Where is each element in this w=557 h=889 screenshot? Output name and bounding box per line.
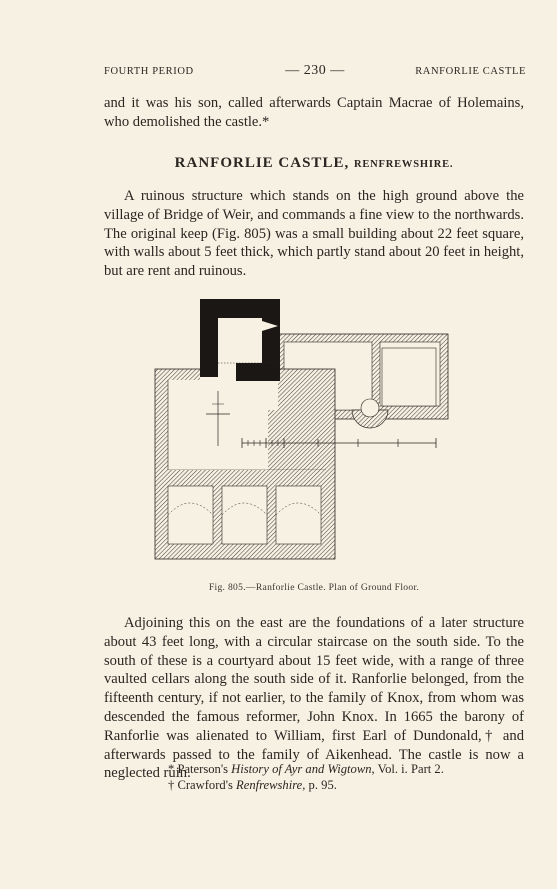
footnote-2-suffix: p. 95. xyxy=(305,778,337,792)
original-keep xyxy=(200,299,280,381)
intro-paragraph: and it was his son, called afterwards Captain Macrae of Holemains, who demolished the castle.* xyxy=(104,95,524,130)
section-heading-title: RANFORLIE CASTLE, xyxy=(174,155,350,171)
running-head-right: RANFORLIE CASTLE xyxy=(415,66,526,77)
footnotes xyxy=(168,761,528,793)
history-paragraph: Adjoining this on the east are the foundations of a later structure about 43 feet long, with a circular staircase on the south side. To the south of these is a courtyard about 15 feet wide, with a range of three vaulted cellars along the south side of it. Ranforlie belonged, from the fifteenth century, if not earlier, to the family of Knox, from whom was descended the famous reformer, John Knox. In 1665 the barony of Ranforlie was alienated to William, first Earl of Dundonald,† and afterwards passed to the family of Aikenhead. The castle is now a neglected ruin. xyxy=(104,615,524,782)
footnote-2-prefix: † Crawford's xyxy=(168,778,237,792)
running-head-left: FOURTH PERIOD xyxy=(104,66,194,77)
ground-floor-plan xyxy=(150,296,450,566)
section-heading xyxy=(104,155,524,172)
figure-caption: Fig. 805.—Ranforlie Castle. Plan of Ground Floor. xyxy=(208,582,420,593)
running-head xyxy=(104,63,526,80)
footnote-1-title: History of Ayr and Wigtown, xyxy=(231,762,375,776)
description-paragraph: A ruinous structure which stands on the high ground above the village of Bridge of Weir, and commands a fine view to the northwards. The original keep (Fig. 805) was a small building about 22 feet square, with walls about 5 feet thick, which partly stand about 20 feet in height, but are rent and ruinous. xyxy=(104,188,524,280)
section-heading-county: RENFREWSHIRE. xyxy=(353,159,454,170)
footnote-2-title: Renfrewshire, xyxy=(236,778,306,792)
page-number: — 230 — xyxy=(285,63,345,78)
footnote-1-prefix: * Paterson's xyxy=(168,762,232,776)
footnote-1 xyxy=(168,761,528,777)
vaulted-cellars xyxy=(168,486,321,544)
footnote-1-suffix: Vol. i. Part 2. xyxy=(374,762,444,776)
footnote-2 xyxy=(168,777,528,793)
